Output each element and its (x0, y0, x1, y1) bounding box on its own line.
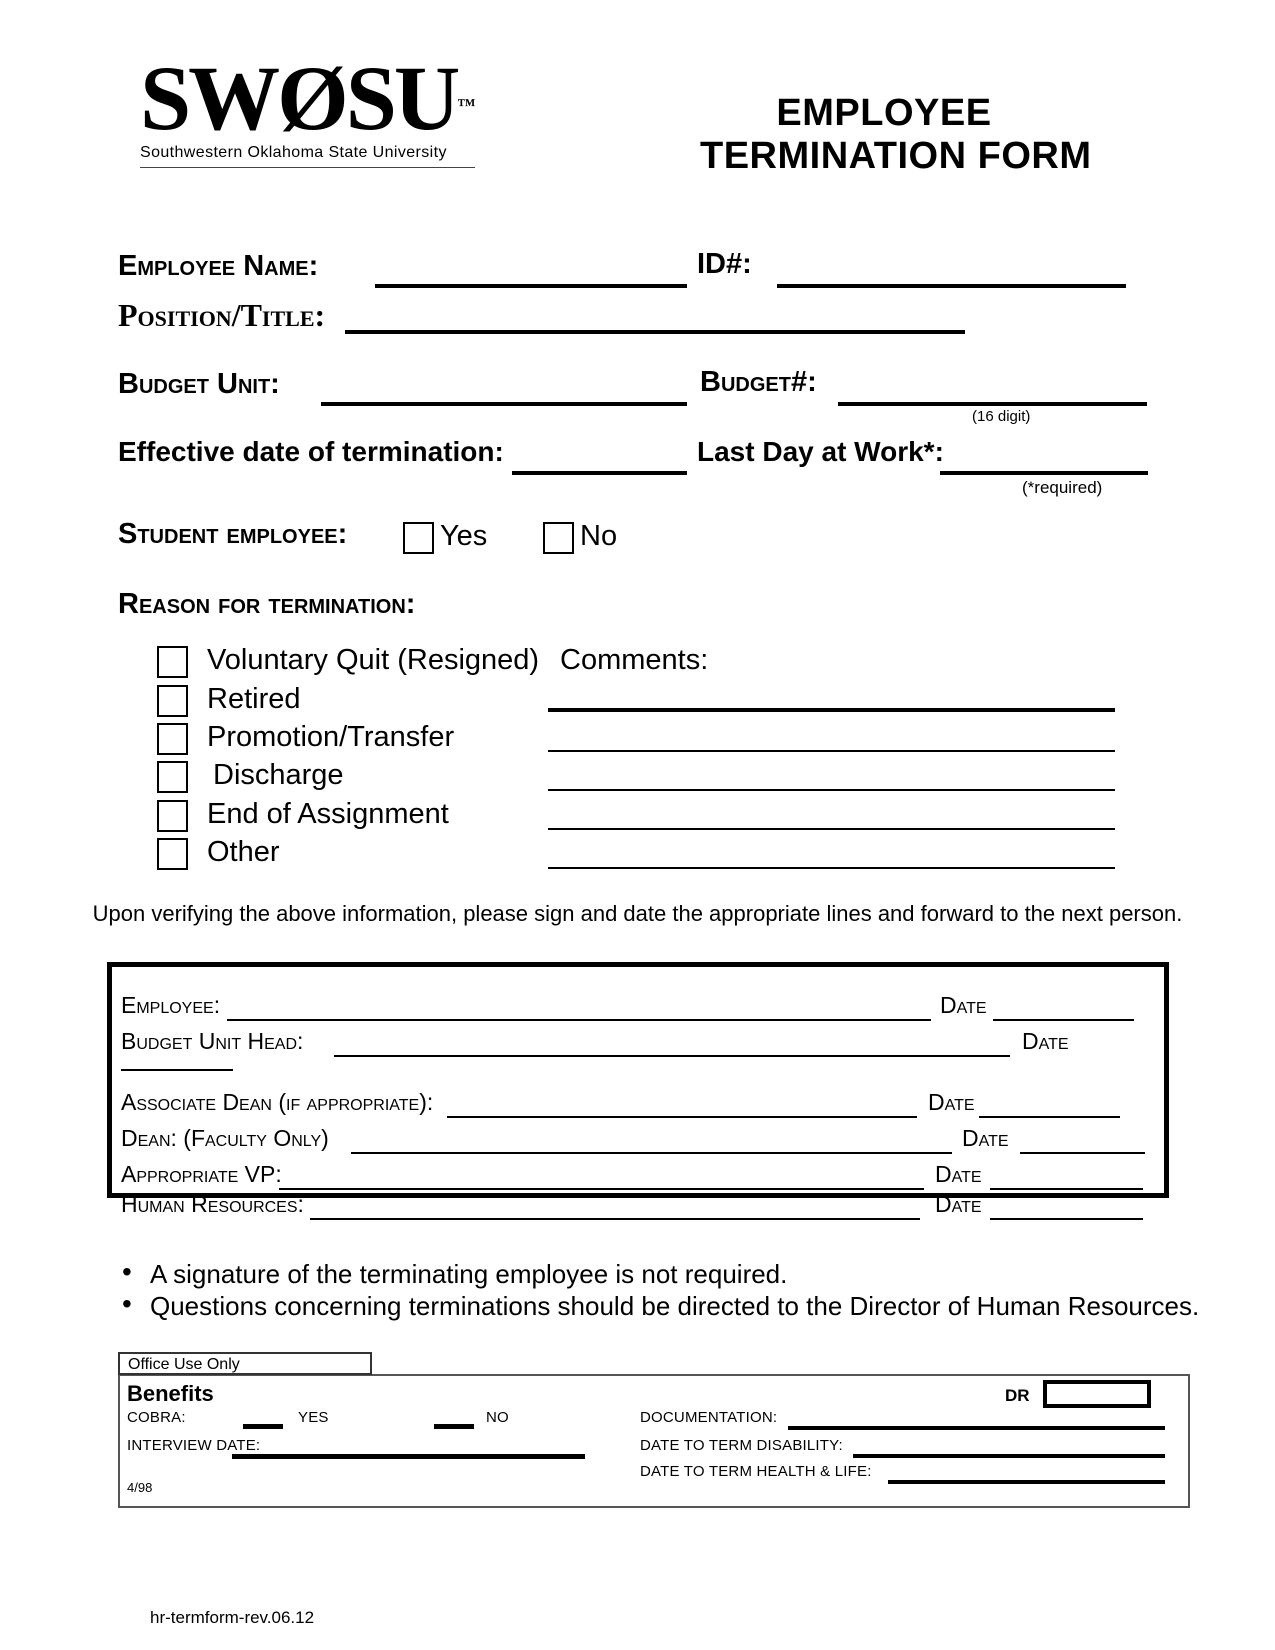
last-day-label: Last Day at Work*: (697, 436, 944, 467)
note-bullet-2: • (122, 1288, 132, 1319)
reason-heading: Reason for termination: (118, 588, 416, 620)
note-text-2: Questions concerning terminations should be directed to the Director of Human Resources. (150, 1291, 1200, 1321)
student-employee-label: Student employee: (118, 518, 348, 550)
last-day-line[interactable] (940, 471, 1148, 475)
signature-label-associate-dean: Associate Dean (if appropriate): (121, 1089, 434, 1115)
employee-name-label: Employee Name: (118, 250, 319, 282)
signature-label-employee: Employee: (121, 992, 221, 1018)
office-use-tab-label: Office Use Only (128, 1356, 240, 1373)
reason-checkbox-voluntary-quit[interactable] (157, 646, 188, 678)
cobra-yes-line[interactable] (243, 1424, 283, 1429)
effective-date-label: Effective date of termination: (118, 436, 504, 467)
footer-text: hr-termform-rev.06.12 (150, 1608, 315, 1627)
interview-date-line[interactable] (232, 1454, 585, 1459)
reason-checkbox-discharge[interactable] (157, 761, 188, 793)
reason-checkbox-end-of-assignment[interactable] (157, 800, 188, 832)
benefits-label: Benefits (127, 1381, 214, 1406)
comment-line-1[interactable] (548, 708, 1115, 712)
comment-line-4[interactable] (548, 828, 1115, 830)
comment-line-2[interactable] (548, 750, 1115, 752)
note-text-1: A signature of the terminating employee is not required. (150, 1259, 788, 1289)
date-label-employee: Date (940, 992, 987, 1018)
swosu-logo-text: SWØSU™ (140, 47, 476, 149)
interview-date-label: INTERVIEW DATE: (127, 1437, 261, 1454)
office-use-tab (118, 1352, 372, 1375)
health-life-line[interactable] (888, 1480, 1165, 1484)
student-no-checkbox[interactable] (543, 522, 574, 554)
budget-unit-line[interactable] (321, 402, 687, 406)
note-bullet-1: • (122, 1256, 132, 1287)
office-rev-label: 4/98 (127, 1480, 153, 1495)
student-no-label: No (580, 520, 618, 552)
trademark-symbol: ™ (457, 95, 476, 115)
dr-box[interactable] (1043, 1380, 1151, 1408)
form-title (700, 92, 1092, 177)
date-label-dean: Date (962, 1125, 1009, 1151)
position-title-label: Position/Title: (118, 297, 326, 333)
signature-box (107, 962, 1169, 1198)
id-line[interactable] (777, 284, 1126, 288)
form-title-line1: EMPLOYEE (776, 92, 992, 134)
effective-date-line[interactable] (512, 471, 687, 475)
student-yes-label: Yes (440, 520, 488, 552)
documentation-line[interactable] (788, 1426, 1165, 1430)
date-label-appropriate-vp: Date (935, 1161, 982, 1187)
cobra-label: COBRA: (127, 1409, 186, 1426)
employee-name-line[interactable] (375, 284, 687, 288)
logo-tagline: Southwestern Oklahoma State University (140, 144, 475, 168)
reason-label-promotion-transfer: Promotion/Transfer (207, 721, 455, 753)
reason-label-retired: Retired (207, 683, 301, 715)
signature-label-appropriate-vp: Appropriate VP: (121, 1161, 282, 1187)
signature-line-human-resources[interactable] (310, 1218, 920, 1220)
comment-line-3[interactable] (548, 789, 1115, 791)
reason-checkbox-other[interactable] (157, 838, 188, 870)
form-title-line2: TERMINATION FORM (700, 134, 1092, 177)
comments-label: Comments: (560, 644, 709, 676)
reason-label-end-of-assignment: End of Assignment (207, 798, 449, 830)
swosu-logo (140, 47, 476, 168)
disability-line[interactable] (853, 1454, 1165, 1458)
signature-label-budget-unit-head: Budget Unit Head: (121, 1028, 304, 1054)
reason-label-voluntary-quit: Voluntary Quit (Resigned) (207, 644, 540, 676)
reason-checkbox-retired[interactable] (157, 685, 188, 717)
dr-label: DR (1005, 1386, 1030, 1405)
reason-label-other: Other (207, 836, 280, 868)
student-yes-checkbox[interactable] (403, 522, 434, 554)
disability-label: DATE TO TERM DISABILITY: (640, 1437, 843, 1454)
budget-number-line[interactable] (838, 402, 1147, 406)
comment-line-5[interactable] (548, 867, 1115, 869)
id-label: ID#: (697, 248, 752, 280)
budget-number-hint: (16 digit) (972, 408, 1031, 425)
instruction-text: Upon verifying the above information, please sign and date the appropriate lines and forward to the next person. (92, 901, 1183, 926)
cobra-no-label: NO (486, 1409, 509, 1426)
health-life-label: DATE TO TERM HEALTH & LIFE: (640, 1463, 872, 1480)
reason-checkbox-promotion-transfer[interactable] (157, 723, 188, 755)
budget-number-label: Budget#: (700, 366, 817, 398)
signature-label-dean: Dean: (Faculty Only) (121, 1125, 329, 1151)
signature-label-human-resources: Human Resources: (121, 1191, 304, 1217)
cobra-yes-label: YES (298, 1409, 329, 1426)
date-line-human-resources[interactable] (990, 1218, 1143, 1220)
budget-unit-label: Budget Unit: (118, 368, 280, 400)
position-title-line[interactable] (345, 330, 965, 334)
reason-label-discharge: Discharge (213, 759, 344, 791)
date-label-associate-dean: Date (928, 1089, 975, 1115)
documentation-label: DOCUMENTATION: (640, 1409, 778, 1426)
cobra-no-line[interactable] (434, 1424, 474, 1429)
date-label-budget-unit-head: Date (1022, 1028, 1069, 1054)
last-day-hint: (*required) (1022, 478, 1103, 497)
date-label-human-resources: Date (935, 1191, 982, 1217)
